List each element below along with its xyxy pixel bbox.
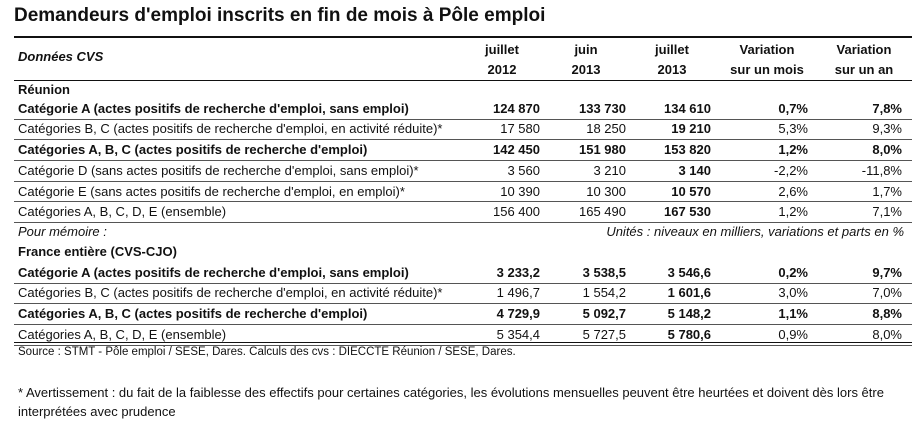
- row-label: Catégories B, C (actes positifs de recherche d'emploi, en activité réduite)*: [18, 285, 443, 301]
- units-note: Unités : niveaux en milliers, variations et parts en %: [606, 224, 904, 239]
- row-value: 8,0%: [872, 326, 902, 342]
- row-label: Catégorie A (actes positifs de recherche d'emploi, sans emploi): [18, 264, 409, 280]
- warning-note: * Avertissement : du fait de la faiblesse des effectifs pour certaines catégories, les évolutions mensuelles peuvent être heurtées et doivent dès lors être interprétées avec prudence: [18, 385, 884, 419]
- row-value: 167 530: [664, 204, 711, 220]
- row-label: Catégories A, B, C, D, E (ensemble): [18, 326, 227, 342]
- header-rule: [14, 80, 912, 81]
- row-label: Catégories A, B, C (actes positifs de recherche d'emploi): [18, 306, 368, 322]
- column-header-jul-2013: [632, 40, 712, 80]
- table-row: [14, 303, 912, 325]
- table-row: [14, 160, 912, 182]
- row-value: 124 870: [493, 100, 540, 116]
- table-row: [14, 181, 912, 203]
- table-row: [14, 283, 912, 305]
- row-value: 10 300: [586, 183, 626, 199]
- row-label: Catégorie A (actes positifs de recherche d'emploi, sans emploi): [18, 100, 409, 116]
- top-rule: [14, 36, 912, 38]
- row-value: 3 560: [507, 162, 540, 178]
- bottom-rule: [14, 342, 912, 343]
- table-row: [14, 98, 912, 120]
- row-value: 0,9%: [778, 326, 808, 342]
- header-data-label: Données CVS: [18, 49, 104, 64]
- row-value: 5 727,5: [582, 326, 626, 342]
- row-value: 1,1%: [778, 306, 808, 322]
- row-label: Catégories B, C (actes positifs de recherche d'emploi, en activité réduite)*: [18, 121, 443, 137]
- row-label: Catégories A, B, C, D, E (ensemble): [18, 204, 227, 220]
- row-value: 165 490: [579, 204, 626, 220]
- row-value: 134 610: [664, 100, 711, 116]
- row-value: 3 210: [593, 162, 626, 178]
- row-value: 5 780,6: [667, 326, 711, 342]
- column-header-variation-month: [718, 40, 816, 80]
- column-header-line2: sur un mois: [730, 62, 804, 77]
- row-value: 3,0%: [778, 285, 808, 301]
- row-value: 7,0%: [872, 285, 902, 301]
- column-header-line1: Variation: [739, 42, 795, 57]
- row-value: 1,2%: [778, 142, 808, 158]
- row-value: 153 820: [664, 142, 711, 158]
- row-value: 1 601,6: [667, 285, 711, 301]
- row-value: 18 250: [586, 121, 626, 137]
- row-value: 7,8%: [872, 100, 902, 116]
- row-value: 17 580: [500, 121, 540, 137]
- row-label: Catégories A, B, C (actes positifs de recherche d'emploi): [18, 142, 368, 158]
- row-value: 9,7%: [872, 264, 902, 280]
- row-label: Catégorie E (sans actes positifs de recherche d'emploi, en emploi)*: [18, 183, 405, 199]
- row-value: -11,8%: [861, 162, 902, 178]
- row-value: 133 730: [579, 100, 626, 116]
- table-row: [14, 202, 912, 224]
- row-value: 5,3%: [778, 121, 808, 137]
- table-row: [14, 262, 912, 284]
- column-header-jul-2012: [462, 40, 542, 80]
- column-header-line2: 2012: [487, 62, 517, 77]
- row-value: 5 354,4: [496, 326, 540, 342]
- column-header-line2: 2013: [571, 62, 601, 77]
- row-value: 5 148,2: [667, 306, 711, 322]
- row-value: 10 390: [500, 183, 540, 199]
- row-value: 8,8%: [872, 306, 902, 322]
- row-value: 9,3%: [872, 121, 902, 137]
- table-row: [14, 119, 912, 141]
- column-header-line1: Variation: [836, 42, 892, 57]
- section-title-reunion: Réunion: [18, 82, 70, 97]
- row-value: 1,7%: [872, 183, 902, 199]
- column-header-line2: 2013: [657, 62, 687, 77]
- table-title: Demandeurs d'emploi inscrits en fin de mois à Pôle emploi: [14, 5, 546, 26]
- row-value: 151 980: [579, 142, 626, 158]
- row-value: 156 400: [493, 204, 540, 220]
- row-value: 142 450: [493, 142, 540, 158]
- column-header-line2: sur un an: [834, 62, 894, 77]
- section-title-france: France entière (CVS-CJO): [18, 244, 177, 259]
- row-value: 4 729,9: [496, 306, 540, 322]
- row-value: 0,7%: [778, 100, 808, 116]
- row-value: 3 233,2: [496, 264, 540, 280]
- row-value: 3 140: [678, 162, 711, 178]
- row-value: 3 538,5: [582, 264, 626, 280]
- row-value: 0,2%: [778, 264, 808, 280]
- row-value: 10 570: [671, 183, 711, 199]
- row-value: 1,2%: [778, 204, 808, 220]
- memo-label: Pour mémoire :: [18, 224, 107, 239]
- column-header-variation-year: [818, 40, 910, 80]
- row-value: 2,6%: [778, 183, 808, 199]
- row-value: 5 092,7: [582, 306, 626, 322]
- row-value: 3 546,6: [667, 264, 711, 280]
- row-value: 1 496,7: [496, 285, 540, 301]
- row-value: 1 554,2: [582, 285, 626, 301]
- row-value: 7,1%: [872, 204, 902, 220]
- source-note: Source : STMT - Pôle emploi / SESE, Dares. Calculs des cvs : DIECCTE Réunion / SESE, Dares.: [18, 346, 516, 358]
- row-label: Catégorie D (sans actes positifs de recherche d'emploi, sans emploi)*: [18, 162, 419, 178]
- row-value: -2,2%: [774, 162, 808, 178]
- column-header-line1: juillet: [655, 42, 689, 57]
- table-row: [14, 139, 912, 161]
- row-value: 8,0%: [872, 142, 902, 158]
- column-header-jun-2013: [546, 40, 626, 80]
- row-value: 19 210: [671, 121, 711, 137]
- column-header-line1: juin: [574, 42, 598, 57]
- column-header-line1: juillet: [485, 42, 519, 57]
